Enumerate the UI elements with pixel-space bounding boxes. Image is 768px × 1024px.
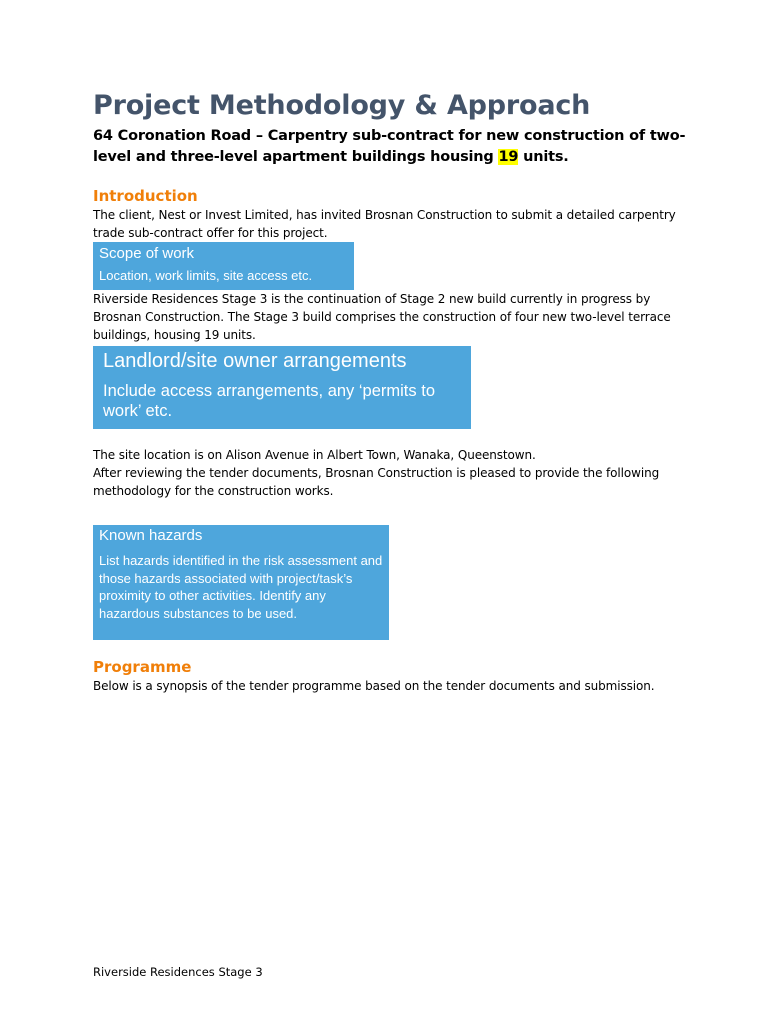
page-subtitle — [93, 126, 693, 168]
landlord-callout-heading: Landlord/site owner arrangements — [103, 350, 407, 372]
page-footer: Riverside Residences Stage 3 — [93, 965, 263, 979]
hazards-callout-heading: Known hazards — [99, 527, 203, 544]
site-location-line: The site location is on Alison Avenue in Albert Town, Wanaka, Queenstown. — [93, 448, 536, 462]
scope-callout-heading: Scope of work — [99, 245, 195, 262]
introduction-paragraph: The client, Nest or Invest Limited, has invited Brosnan Construction to submit a detailed carpentry trade sub-contract offer for this project. — [93, 208, 676, 240]
scope-callout-body: Location, work limits, site access etc. — [99, 268, 313, 283]
programme-heading: Programme — [93, 658, 192, 676]
site-paragraph — [93, 446, 693, 500]
scope-of-work-callout — [93, 242, 354, 290]
riverside-paragraph: Riverside Residences Stage 3 is the continuation of Stage 2 new build currently in progress by Brosnan Construction. The Stage 3 build comprises the construction of four new two-level terrace buildings, housing 19 units. — [93, 292, 671, 342]
subtitle-text-start: 64 Coronation Road – Carpentry sub-contract for new construction of two-level and three-level apartment buildings housing — [93, 128, 686, 165]
page-title: Project Methodology & Approach — [93, 90, 591, 121]
highlighted-unit-count: 19 — [498, 149, 519, 165]
programme-paragraph: Below is a synopsis of the tender programme based on the tender documents and submission. — [93, 679, 655, 693]
subtitle-text-end: units. — [518, 149, 569, 165]
landlord-arrangements-callout — [93, 346, 471, 429]
landlord-callout-body: Include access arrangements, any ‘permits to work’ etc. — [103, 382, 435, 420]
hazards-callout-body: List hazards identified in the risk assessment and those hazards associated with project/task’s proximity to other activities. Identify any hazardous substances to be used. — [99, 553, 383, 621]
introduction-heading: Introduction — [93, 187, 198, 205]
methodology-intro-line: After reviewing the tender documents, Brosnan Construction is pleased to provide the following methodology for the construction works. — [93, 466, 660, 498]
document-page — [93, 88, 693, 695]
known-hazards-callout — [93, 525, 389, 640]
